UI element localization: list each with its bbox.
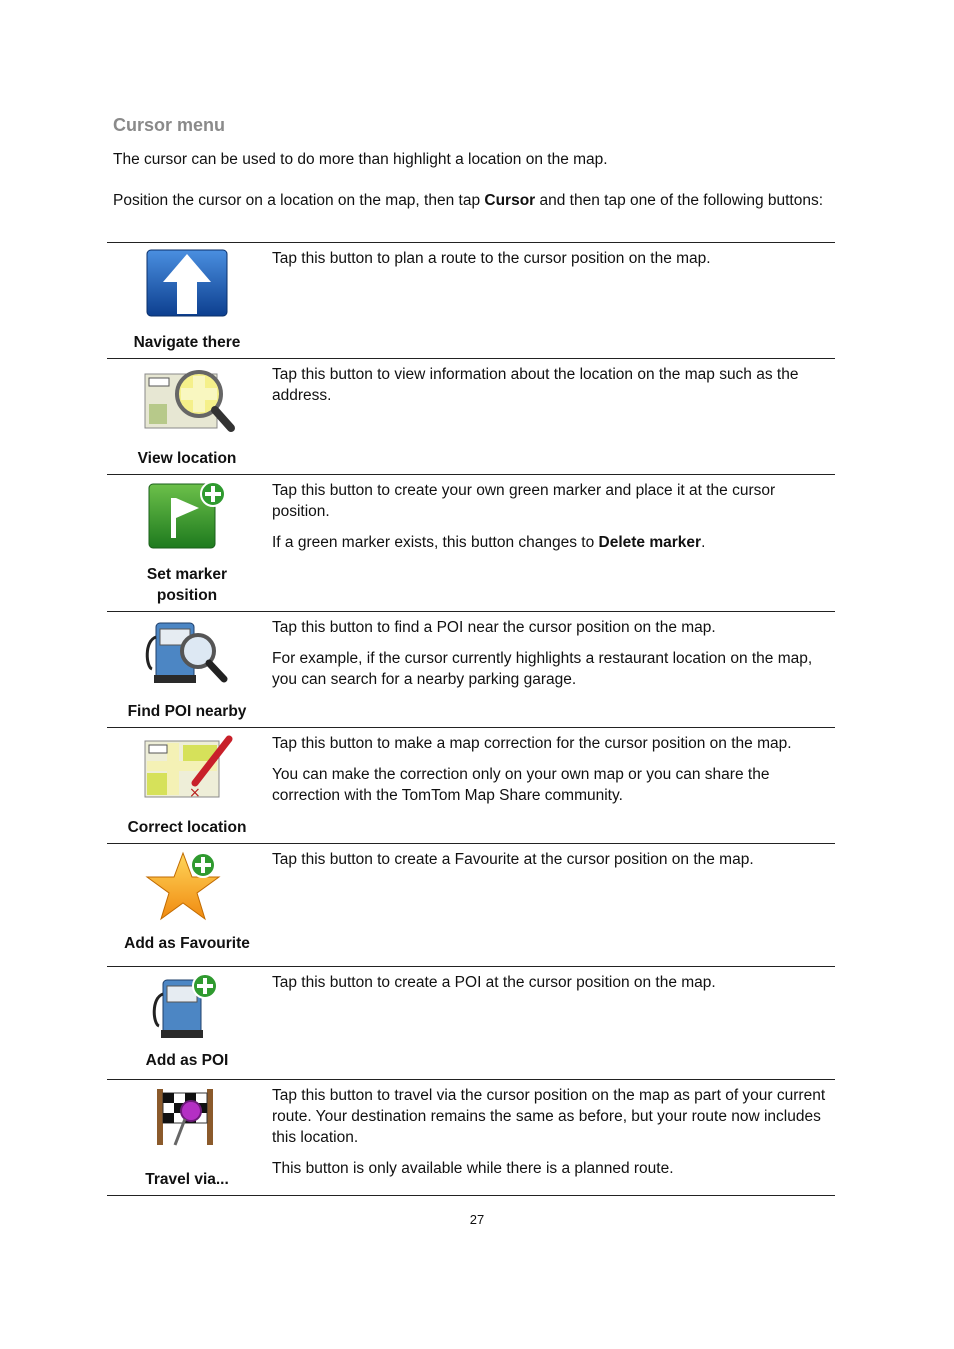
description-text: Tap this button to view information about the location on the map such as the address.	[272, 366, 799, 404]
view-location-icon	[137, 364, 237, 434]
description-text: Tap this button to create a POI at the cursor position on the map.	[272, 974, 716, 991]
travel-via-button[interactable]	[107, 1080, 267, 1196]
description-text: Tap this button to plan a route to the cursor position on the map.	[272, 250, 711, 267]
table-row	[107, 967, 835, 1080]
desc-after: .	[701, 534, 706, 551]
table-row	[107, 728, 835, 844]
row-description	[267, 359, 835, 475]
button-label: Add as Favourite	[124, 935, 250, 952]
cursor-menu-table	[107, 242, 835, 1196]
correct-location-icon	[137, 733, 237, 803]
desc-before: If a green marker exists, this button changes to	[272, 534, 599, 551]
instruction-bold: Cursor	[484, 192, 536, 209]
svg-text:×: ×	[189, 785, 201, 801]
row-description	[267, 844, 835, 967]
description-text	[272, 532, 827, 553]
description-text: Tap this button to find a POI near the cursor position on the map.	[272, 619, 716, 636]
travel-via-icon	[145, 1085, 229, 1155]
intro-text: The cursor can be used to do more than highlight a location on the map.	[113, 151, 608, 168]
description-text: Tap this button to travel via the cursor position on the map as part of your current route. Your destination remains the same as before, but your route now includes this location.	[272, 1087, 826, 1146]
instruction-after: and then tap one of the following buttons:	[535, 192, 824, 209]
table-row	[107, 475, 835, 612]
navigate-there-icon	[145, 248, 229, 318]
description-text: Tap this button to make a map correction for the cursor position on the map.	[272, 735, 792, 752]
navigate-there-button[interactable]	[107, 243, 267, 359]
button-label: Set marker position	[146, 566, 228, 604]
add-favourite-button[interactable]	[107, 844, 267, 967]
correct-location-button[interactable]	[107, 728, 267, 844]
row-description	[267, 243, 835, 359]
table-row	[107, 1080, 835, 1196]
button-label: View location	[137, 450, 237, 467]
description-text: For example, if the cursor currently highlights a restaurant location on the map, you can search for a nearby parking garage.	[272, 650, 813, 688]
description-text: Tap this button to create your own green marker and place it at the cursor position.	[272, 482, 776, 520]
row-description	[267, 967, 835, 1080]
table-row	[107, 243, 835, 359]
add-poi-icon	[145, 972, 229, 1042]
row-description	[267, 1080, 835, 1196]
button-label: Add as POI	[145, 1052, 229, 1069]
instruction-before: Position the cursor on a location on the map, then tap	[113, 192, 485, 209]
favourite-star-icon	[145, 849, 229, 923]
button-label: Correct location	[127, 819, 247, 836]
find-poi-icon	[142, 617, 232, 687]
row-description	[267, 612, 835, 728]
description-text: Tap this button to create a Favourite at the cursor position on the map.	[272, 851, 754, 868]
view-location-button[interactable]	[107, 359, 267, 475]
description-text: You can make the correction only on your own map or you can share the correction with the TomTom Map Share community.	[272, 766, 770, 804]
row-description	[267, 475, 835, 612]
description-text: This button is only available while there is a planned route.	[272, 1160, 674, 1177]
find-poi-button[interactable]	[107, 612, 267, 728]
table-row	[107, 612, 835, 728]
set-marker-button[interactable]	[107, 475, 267, 612]
table-row	[107, 844, 835, 967]
desc-bold: Delete marker	[598, 534, 702, 551]
page-number: 27	[469, 1212, 485, 1227]
row-description	[267, 728, 835, 844]
button-label: Navigate there	[133, 334, 241, 351]
instruction-text	[113, 190, 833, 211]
add-poi-button[interactable]	[107, 967, 267, 1080]
button-label: Travel via...	[145, 1171, 229, 1188]
set-marker-icon	[145, 480, 229, 550]
table-row	[107, 359, 835, 475]
section-heading: Cursor menu	[113, 115, 226, 135]
button-label: Find POI nearby	[127, 703, 247, 720]
